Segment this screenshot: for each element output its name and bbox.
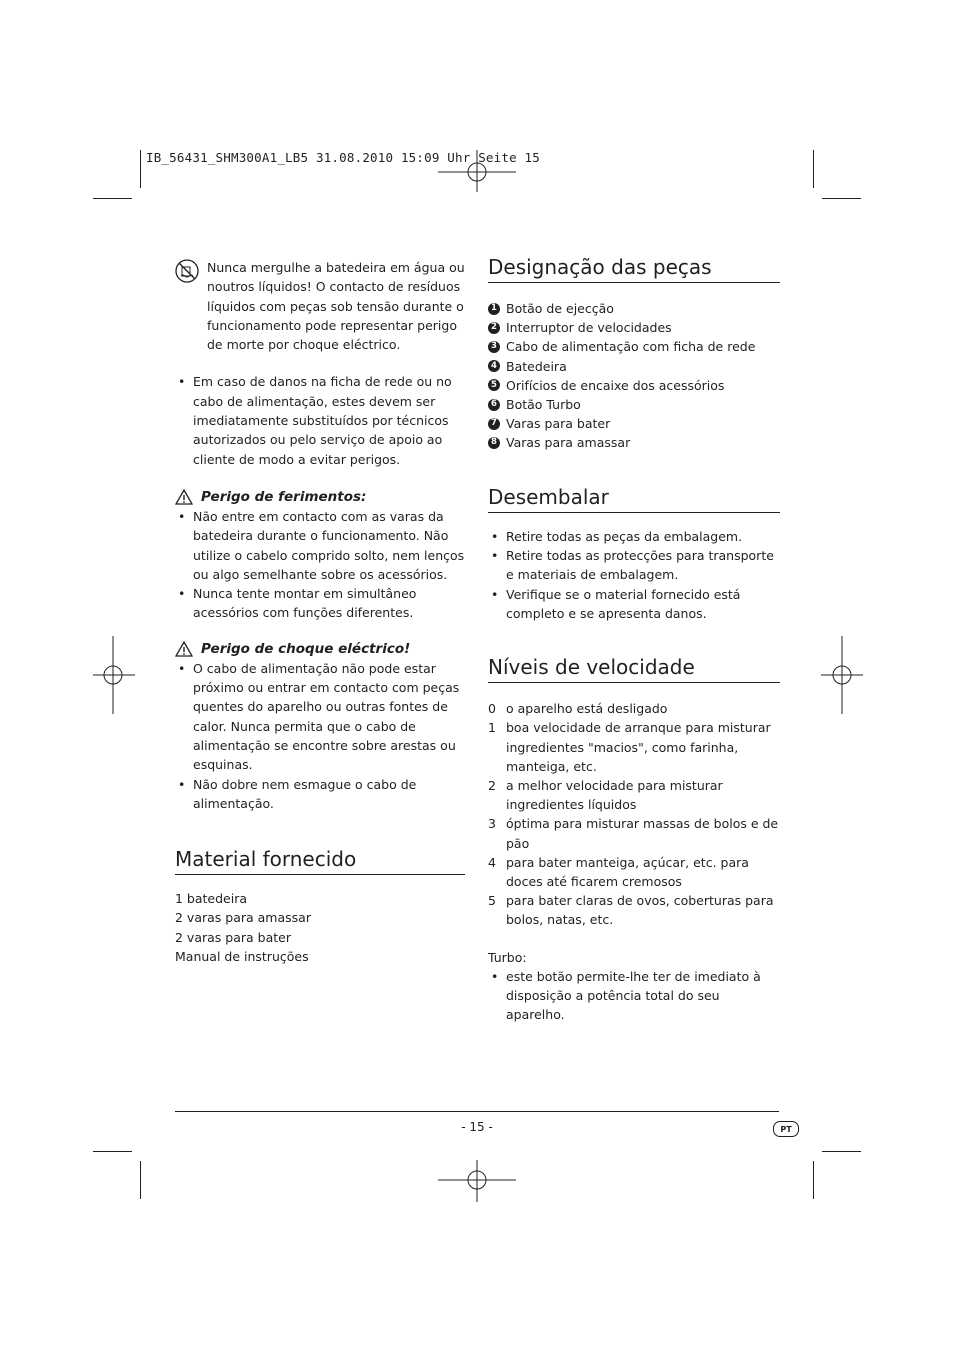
injury-heading [175, 487, 467, 507]
speed-level: 1 [488, 720, 496, 736]
crop-mark [813, 1161, 814, 1199]
warning-triangle-icon [175, 489, 193, 505]
speed-text: para bater manteiga, açúcar, etc. para doces até ficarem cremosos [506, 854, 749, 889]
speed-level: 2 [488, 777, 496, 793]
part-item [488, 414, 780, 433]
part-number: 8 [488, 437, 500, 449]
crop-mark [140, 1161, 141, 1199]
part-item [488, 337, 780, 356]
registration-mark-icon [438, 150, 516, 192]
supplied-item: 2 varas para bater [175, 929, 291, 945]
supplied-item: 1 batedeira [175, 891, 248, 907]
part-item [488, 357, 780, 376]
water-warning [175, 258, 467, 354]
crop-mark [822, 198, 861, 199]
footer-rule [175, 1111, 779, 1112]
unpack-heading: Desembalar [488, 485, 780, 513]
speed-item [488, 853, 780, 891]
part-label: Cabo de alimentação com ficha de rede [506, 339, 756, 355]
part-number: 3 [488, 341, 500, 353]
speed-level: 3 [488, 816, 496, 832]
speeds-list [488, 699, 780, 929]
part-item [488, 395, 780, 414]
parts-list [488, 299, 780, 453]
registration-mark-icon [821, 636, 863, 714]
supplied-item: 2 varas para amassar [175, 910, 311, 926]
speed-level: 5 [488, 893, 496, 909]
list-item: • Retire todas as protecções para transporte e materiais de embalagem. [488, 546, 780, 585]
speed-item [488, 718, 780, 776]
speed-item [488, 891, 780, 929]
part-label: Interruptor de velocidades [506, 320, 672, 336]
part-number: 7 [488, 418, 500, 430]
speed-text: o aparelho está desligado [506, 701, 668, 717]
part-number: 5 [488, 379, 500, 391]
speeds-heading: Níveis de velocidade [488, 655, 780, 683]
list-item: • O cabo de alimentação não pode estar próximo ou entrar em contacto com peças quentes do aparelho ou outras fontes de calor. Nunca permita que o cabo de alimentação se encontre sobre arestas ou esquinas. [175, 659, 467, 775]
speed-item [488, 776, 780, 814]
list-item: • Nunca tente montar em simultâneo acessórios com funções diferentes. [175, 584, 467, 623]
language-badge: PT [773, 1121, 799, 1137]
supplied-item: Manual de instruções [175, 949, 309, 965]
water-warning-text: Nunca mergulhe a batedeira em água ou noutros líquidos! O contacto de resíduos líquidos com peças sob tensão durante o funcionamento pode representar perigo de morte por choque eléctrico. [207, 260, 465, 353]
speed-text: óptima para misturar massas de bolos e de pão [506, 816, 779, 851]
part-label: Varas para amassar [506, 435, 631, 451]
speed-level: 0 [488, 701, 496, 717]
parts-heading: Designação das peças [488, 255, 780, 283]
crop-mark [93, 198, 132, 199]
shock-heading [175, 639, 467, 659]
page-number: - 15 - [461, 1120, 493, 1134]
speed-text: para bater claras de ovos, coberturas para bolos, natas, etc. [506, 893, 774, 928]
part-label: Botão de ejecção [506, 301, 614, 316]
crop-mark [813, 150, 814, 188]
part-label: Batedeira [506, 358, 567, 374]
no-immerse-icon [175, 259, 199, 283]
print-slug: IB_56431_SHM300A1_LB5 31.08.2010 15:09 Uhr Seite 15 [146, 150, 541, 165]
speed-level: 4 [488, 854, 496, 870]
shock-list [175, 659, 467, 813]
injury-list [175, 507, 467, 623]
crop-mark [93, 1151, 132, 1152]
speed-text: a melhor velocidade para misturar ingredientes líquidos [506, 777, 723, 813]
crop-mark [822, 1151, 861, 1152]
part-item [488, 433, 780, 452]
turbo-label: Turbo: [488, 949, 527, 965]
injury-section [175, 487, 467, 623]
part-label: Botão Turbo [506, 397, 581, 413]
list-item: • este botão permite-lhe ter de imediato à disposição a potência total do seu aparelho. [488, 967, 780, 1025]
part-number: 6 [488, 399, 500, 411]
part-label: Varas para bater [506, 416, 611, 432]
list-item: • Verifique se o material fornecido está completo e se apresenta danos. [488, 585, 780, 624]
supplied-heading: Material fornecido [175, 847, 465, 875]
part-item [488, 376, 780, 395]
list-item: • Não entre em contacto com as varas da batedeira durante o funcionamento. Não utilize o cabelo comprido solto, nem lenços ou algo semelhante sobre os acessórios. [175, 507, 467, 584]
plug-damage-list [175, 372, 467, 468]
part-number: 2 [488, 322, 500, 334]
left-column [175, 258, 467, 966]
crop-mark [140, 150, 141, 188]
warning-triangle-icon [175, 641, 193, 657]
part-item [488, 299, 780, 318]
registration-mark-icon [438, 1160, 516, 1202]
turbo-list [488, 967, 780, 1025]
injury-title: Perigo de ferimentos: [201, 488, 367, 505]
part-label: Orifícios de encaixe dos acessórios [506, 377, 725, 393]
list-item: • Em caso de danos na ficha de rede ou no cabo de alimentação, estes devem ser imediatamente substituídos por técnicos autorizados ou pelo serviço de apoio ao cliente de modo a evitar perigos. [175, 372, 467, 468]
part-item [488, 318, 780, 337]
right-column [488, 255, 780, 1025]
speed-text: boa velocidade de arranque para misturar ingredientes "macios", como farinha, manteiga, etc. [506, 720, 771, 774]
unpack-list [488, 527, 780, 623]
part-number: 1 [488, 303, 500, 315]
speed-item [488, 699, 780, 718]
shock-section [175, 639, 467, 813]
registration-mark-icon [93, 636, 135, 714]
speed-item [488, 814, 780, 852]
list-item: • Não dobre nem esmague o cabo de alimentação. [175, 775, 467, 814]
shock-title: Perigo de choque eléctrico! [201, 640, 411, 657]
supplied-list [175, 889, 467, 966]
list-item: • Retire todas as peças da embalagem. [488, 527, 780, 546]
part-number: 4 [488, 360, 500, 372]
